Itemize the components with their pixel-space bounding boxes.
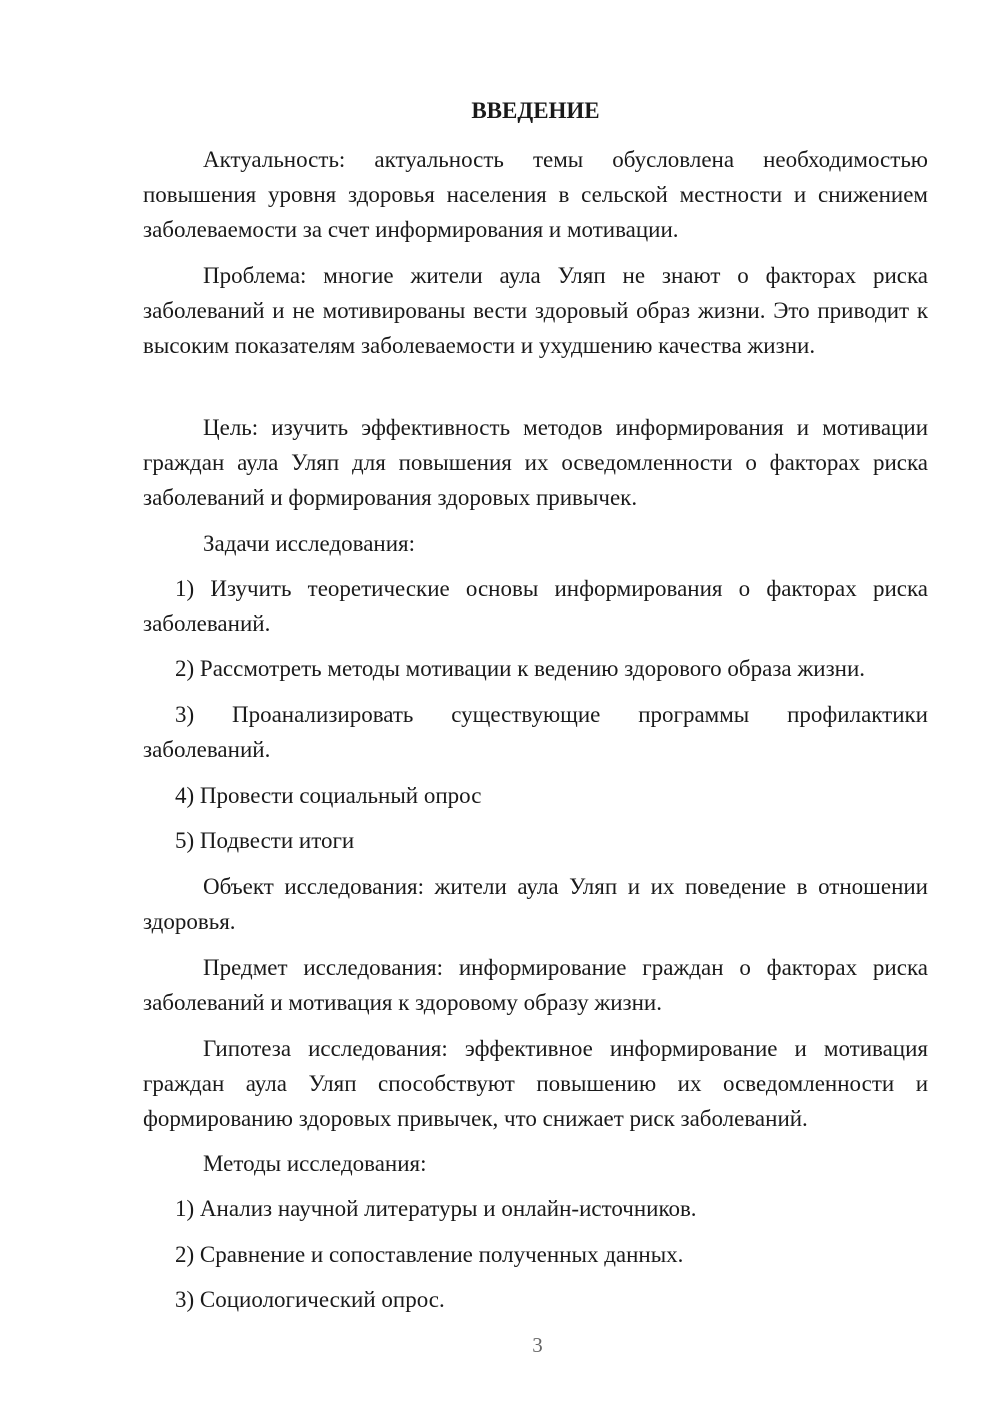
paragraph-object: Объект исследования: жители аула Уляп и их поведение в отношении здоровья.	[143, 874, 928, 934]
paragraph-subject: Предмет исследования: информирование граждан о факторах риска заболеваний и мотивация к здоровому образу жизни.	[143, 955, 928, 1015]
list-item-task-4: 4) Провести социальный опрос	[175, 783, 482, 808]
list-item-task-5: 5) Подвести итоги	[175, 828, 355, 853]
paragraph-hypothesis: Гипотеза исследования: эффективное информирование и мотивация граждан аула Уляп способствуют повышению их осведомленности и формированию здоровых привычек, что снижает риск заболеваний.	[143, 1036, 928, 1131]
list-item-task-2: 2) Рассмотреть методы мотивации к ведению здорового образа жизни.	[175, 656, 866, 681]
paragraph-goal: Цель: изучить эффективность методов информирования и мотивации граждан аула Уляп для повышения их осведомленности о факторах риска заболеваний и формирования здоровых привычек.	[143, 415, 928, 510]
section-title: ВВЕДЕНИЕ	[471, 98, 600, 123]
paragraph-methods-heading: Методы исследования:	[203, 1151, 427, 1176]
list-item-method-2: 2) Сравнение и сопоставление полученных данных.	[175, 1242, 684, 1267]
page-number: 3	[532, 1333, 543, 1357]
paragraph-problem: Проблема: многие жители аула Уляп не знают о факторах риска заболеваний и не мотивированы вести здоровый образ жизни. Это приводит к высоким показателям заболеваемости и ухудшению качества жизни.	[143, 263, 928, 358]
list-item-method-1: 1) Анализ научной литературы и онлайн-источников.	[175, 1196, 697, 1221]
paragraph-relevance: Актуальность: актуальность темы обусловлена необходимостью повышения уровня здоровья населения в сельской местности и снижением заболеваемости за счет информирования и мотивации.	[143, 147, 928, 242]
list-item-task-1: 1) Изучить теоретические основы информирования о факторах риска заболеваний.	[143, 576, 928, 636]
list-item-task-3: 3) Проанализировать существующие программы профилактики заболеваний.	[143, 702, 928, 762]
paragraph-tasks-heading: Задачи исследования:	[203, 531, 416, 556]
list-item-method-3: 3) Социологический опрос.	[175, 1287, 445, 1312]
